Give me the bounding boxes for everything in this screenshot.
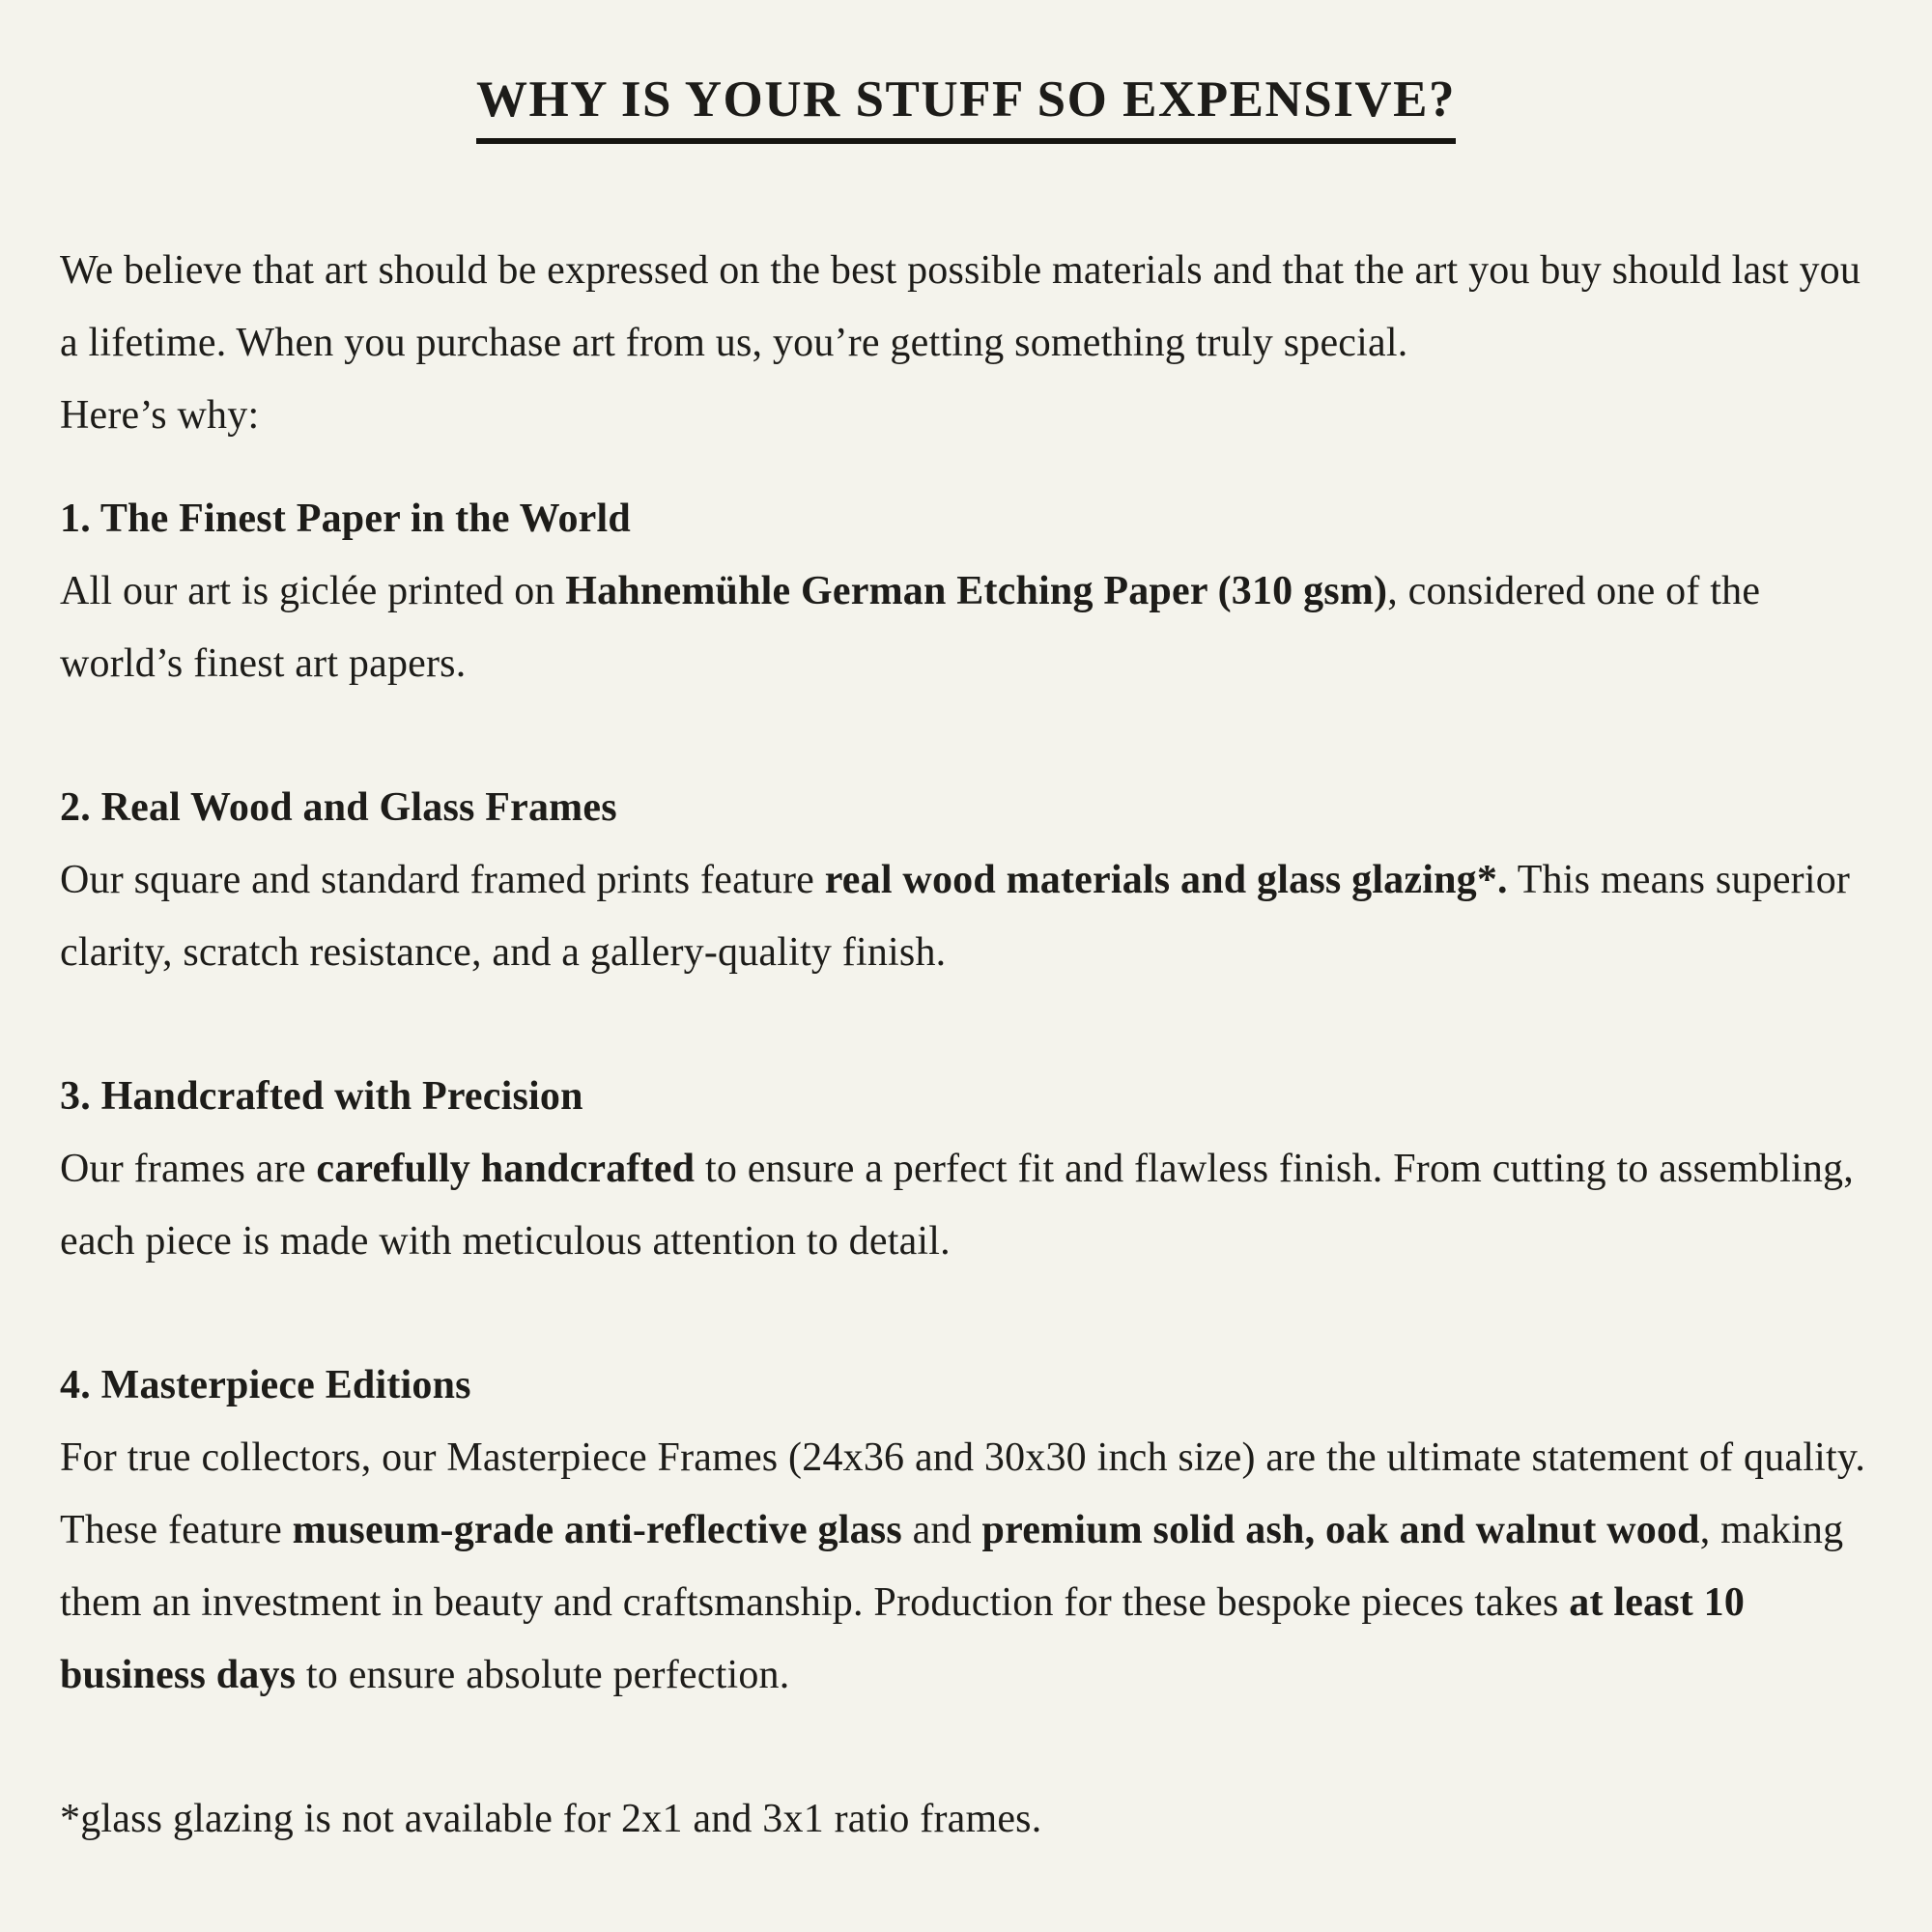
section-body [60, 844, 1872, 989]
text-segment-bold: museum-grade anti-reflective glass [292, 1507, 902, 1552]
section-wood-glass-frames [60, 772, 1872, 989]
section-masterpiece-editions [60, 1350, 1872, 1712]
text-segment: This means superior clarity, scratch resistance, and a gallery-quality finish. [60, 857, 1851, 975]
text-segment: Our frames are [60, 1146, 317, 1191]
text-segment: to ensure absolute perfection. [296, 1652, 790, 1697]
text-segment: Our square and standard framed prints feature [60, 857, 825, 902]
text-segment: and [901, 1507, 982, 1552]
section-finest-paper [60, 483, 1872, 700]
text-segment: , considered one of the world’s finest art papers. [60, 568, 1761, 686]
section-heading: 2. Real Wood and Glass Frames [60, 784, 617, 830]
text-segment-bold: real wood materials and glass glazing*. [824, 857, 1508, 902]
text-segment-bold: premium solid ash, oak and walnut wood [981, 1507, 1700, 1552]
section-body [60, 1133, 1872, 1278]
section-heading: 3. Handcrafted with Precision [60, 1073, 583, 1119]
text-segment-bold: Hahnemühle German Etching Paper (310 gsm) [565, 568, 1388, 613]
text-segment-bold: carefully handcrafted [316, 1146, 696, 1191]
text-segment: All our art is giclée printed on [60, 568, 566, 613]
page-title-text: WHY IS YOUR STUFF SO EXPENSIVE? [476, 70, 1456, 144]
intro-paragraph [60, 235, 1872, 452]
text-segment-bold: at least 10 business days [60, 1579, 1746, 1697]
intro-text: We believe that art should be expressed on the best possible materials and that the art you buy should last you a lifetime. When you purchase art from us, you’re getting something truly special. [60, 247, 1861, 365]
section-heading: 1. The Finest Paper in the World [60, 496, 631, 541]
intro-tagline: Here’s why: [60, 392, 260, 438]
section-handcrafted [60, 1061, 1872, 1278]
page-title [60, 70, 1872, 144]
section-body [60, 1422, 1872, 1712]
footnote: *glass glazing is not available for 2x1 and 3x1 ratio frames. [60, 1796, 1042, 1841]
text-segment: , making them an investment in beauty and craftsmanship. Production for these bespoke pieces takes [60, 1507, 1844, 1625]
text-segment: to ensure a perfect fit and flawless finish. From cutting to assembling, each piece is made with meticulous attention to detail. [60, 1146, 1854, 1264]
text-segment: For true collectors, our Masterpiece Frames (24x36 and 30x30 inch size) are the ultimate statement of quality. These feature [60, 1435, 1866, 1552]
section-body [60, 555, 1872, 700]
section-heading: 4. Masterpiece Editions [60, 1362, 471, 1407]
